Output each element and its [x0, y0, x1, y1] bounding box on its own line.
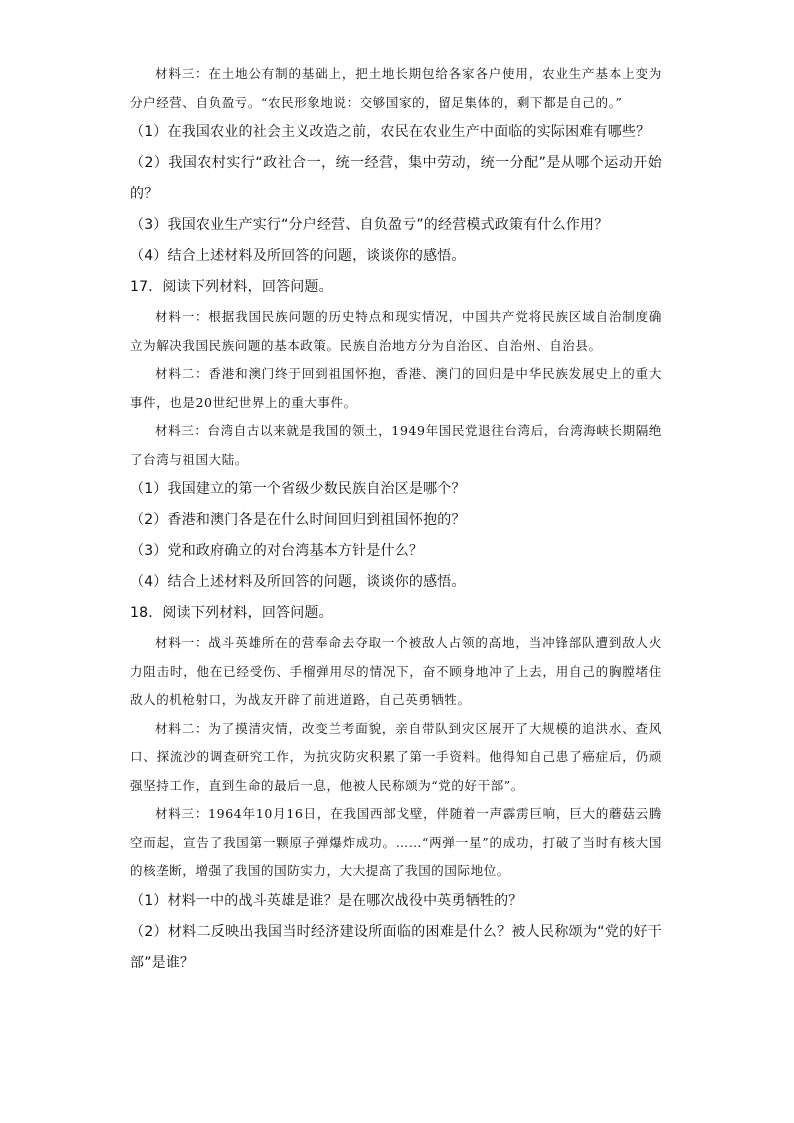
s16-question-1: （1）在我国农业的社会主义改造之前，农民在农业生产中面临的实际困难有哪些？	[130, 124, 651, 140]
s18-question-2: （2）材料二反映出我国当时经济建设所面临的困难是什么？被人民称颂为“党的好干部”是谁？	[130, 923, 662, 971]
s17-material-3: 材料三：台湾自古以来就是我国的领土，1949年国民党退往台湾后，台湾海峡长期隔绝了台湾与祖国大陆。	[130, 423, 662, 467]
s16-question-2: （2）我国农村实行“政社合一，统一经营，集中劳动，统一分配”是从哪个运动开始的？	[130, 155, 662, 202]
document-page	[130, 60, 662, 979]
s17-heading: 17．阅读下列材料，回答问题。	[130, 279, 333, 295]
s18-material-2: 材料二：为了摸清灾情，改变兰考面貌，亲自带队到灾区展开了大规模的追洪水、查风口、探流沙的调查研究工作，为抗灾防灾积累了第一手资料。他得知自己患了癌症后，仍顽强坚持工作，直到生命的最后一息，他被人民称颂为“党的好干部”。	[130, 720, 662, 793]
s18-material-1: 材料一：战斗英雄所在的营奉命去夺取一个被敌人占领的高地，当冲锋部队遭到敌人火力阻击时，他在已经受伤、手榴弹用尽的情况下，奋不顾身地冲了上去，用自己的胸膛堵住敌人的机枪射口，为战友开辟了前进道路，自己英勇牺牲。	[130, 635, 662, 707]
s16-question-3: （3）我国农业生产实行“分户经营、自负盈亏”的经营模式政策有什么作用？	[130, 217, 609, 233]
s16-question-4: （4）结合上述材料及所回答的问题，谈谈你的感悟。	[130, 248, 466, 264]
s18-heading: 18．阅读下列材料，回答问题。	[130, 605, 333, 621]
s17-question-4: （4）结合上述材料及所回答的问题，谈谈你的感悟。	[130, 574, 466, 590]
s16-material-3: 材料三：在土地公有制的基础上，把土地长期包给各家各户使用，农业生产基本上变为分户经营、自负盈亏。“农民形象地说：交够国家的，留足集体的，剩下都是自己的。”	[130, 66, 662, 110]
s17-question-3: （3）党和政府确立的对台湾基本方针是什么？	[130, 543, 424, 559]
s17-question-1: （1）我国建立的第一个省级少数民族自治区是哪个？	[130, 481, 466, 497]
s18-material-3: 材料三：1964年10月16日，在我国西部戈壁，伴随着一声霹雳巨响，巨大的蘑菇云腾空而起，宣告了我国第一颗原子弹爆炸成功。……“两弹一星”的成功，打破了当时有核大国的核垄断，增强了我国的国防实力，大大提高了我国的国际地位。	[130, 806, 662, 878]
s18-question-1: （1）材料一中的战斗英雄是谁？是在哪次战役中英勇牺牲的？	[130, 892, 523, 909]
s17-material-2: 材料二：香港和澳门终于回到祖国怀抱，香港、澳门的回归是中华民族发展史上的重大事件，也是20世纪世界上的重大事件。	[130, 366, 662, 410]
s17-material-1: 材料一：根据我国民族问题的历史特点和现实情况，中国共产党将民族区域自治制度确立为解决我国民族问题的基本政策。民族自治地方分为自治区、自治州、自治县。	[130, 309, 662, 353]
s17-question-2: （2）香港和澳门各是在什么时间回归到祖国怀抱的？	[130, 512, 466, 528]
